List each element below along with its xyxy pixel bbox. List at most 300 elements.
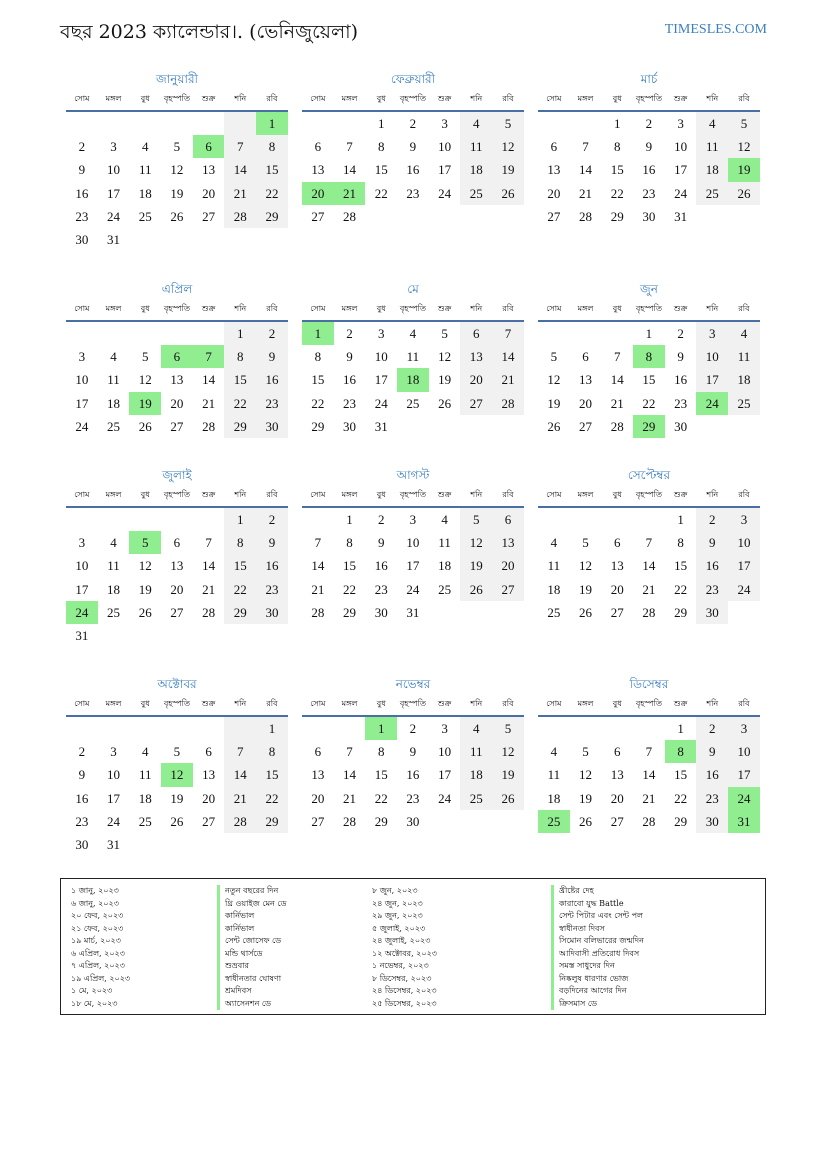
holiday-day-cell: 5 <box>129 531 161 554</box>
day-cell: 7 <box>224 135 256 158</box>
day-cell: 14 <box>343 162 357 178</box>
day-cell: 15 <box>374 162 388 178</box>
day-cell: 13 <box>170 558 184 574</box>
day-cell: 27 <box>202 208 216 224</box>
day-cell: 1 <box>677 512 684 527</box>
day-cell: 3 <box>78 349 86 365</box>
day-cell: 1 <box>677 721 684 736</box>
week-row <box>302 554 524 577</box>
weekday-header <box>66 298 288 322</box>
day-cell: 8 <box>224 345 256 368</box>
weekday-label: বুধ <box>140 303 150 313</box>
day-cell: 10 <box>75 558 89 574</box>
day-cell: 16 <box>75 185 89 201</box>
empty-day-cell <box>193 322 225 345</box>
day-cell: 29 <box>224 601 256 624</box>
day-cell: 28 <box>202 604 216 620</box>
day-cell: 15 <box>674 767 688 783</box>
weekday-label: বুধ <box>376 93 386 103</box>
day-cell: 4 <box>728 322 760 345</box>
day-cell: 1 <box>256 717 288 740</box>
legend-date: ২১ ফেব, ২০২৩ <box>71 923 124 933</box>
legend-dates-column-1 <box>71 885 130 1010</box>
day-cell: 5 <box>582 535 589 551</box>
day-cell: 24 <box>438 790 452 806</box>
day-cell: 24 <box>438 185 452 201</box>
day-cell: 14 <box>311 558 325 574</box>
day-cell: 30 <box>256 415 288 438</box>
weekday-label: বৃহস্পতি <box>399 698 426 708</box>
weekday-label: সোম <box>546 698 562 708</box>
day-cell: 11 <box>138 162 152 178</box>
day-cell: 11 <box>728 345 760 368</box>
empty-day-cell <box>302 112 334 135</box>
empty-day-cell <box>129 717 161 740</box>
day-cell: 5 <box>141 349 149 365</box>
day-cell: 4 <box>409 326 417 341</box>
day-cell: 11 <box>547 558 561 574</box>
empty-day-cell <box>460 205 492 228</box>
week-row <box>66 415 288 438</box>
day-cell: 27 <box>170 418 184 434</box>
day-cell: 29 <box>343 604 357 620</box>
day-cell: 17 <box>438 162 452 178</box>
day-cell: 29 <box>256 810 288 833</box>
day-cell: 17 <box>75 395 89 411</box>
day-cell: 9 <box>78 162 86 178</box>
weekday-label: শুক্র <box>673 303 688 313</box>
day-cell: 18 <box>107 395 121 411</box>
day-cell: 27 <box>492 578 524 601</box>
day-cell: 20 <box>170 581 184 597</box>
day-cell: 21 <box>343 790 357 806</box>
week-row <box>66 810 288 833</box>
month-name: ফেব্রুয়ারী <box>390 72 436 86</box>
weekday-header <box>538 298 760 322</box>
legend-holiday-name: স্বাধীনতা দিবস <box>551 923 644 936</box>
day-cell: 28 <box>224 810 256 833</box>
day-cell: 31 <box>674 208 688 224</box>
legend-date: ২৯ জুন, ২০২৩ <box>372 911 423 920</box>
weekday-label: রবি <box>266 489 278 499</box>
day-cell: 1 <box>613 116 621 131</box>
week-row <box>302 717 524 740</box>
legend-date: ৭ এপ্রিল, ২০২৩ <box>71 961 125 970</box>
day-cell: 2 <box>409 721 417 736</box>
day-cell: 6 <box>492 508 524 531</box>
week-row <box>538 554 760 577</box>
day-cell: 27 <box>610 813 624 829</box>
empty-day-cell <box>129 322 161 345</box>
day-cell: 12 <box>460 531 492 554</box>
empty-day-cell <box>460 810 492 833</box>
empty-day-cell <box>728 415 760 438</box>
day-cell: 4 <box>141 744 149 760</box>
month-name: অক্টোবর <box>157 677 197 691</box>
empty-day-cell <box>129 508 161 531</box>
legend-holiday-name: কার্নিভাল <box>217 923 286 936</box>
day-cell: 17 <box>728 554 760 577</box>
day-cell: 26 <box>728 182 760 205</box>
legend-holiday-name: অ্যাসেনশন ডে <box>217 998 286 1011</box>
holiday-day-cell: 6 <box>193 135 225 158</box>
legend-date: ২০ ফেব, ২০২৩ <box>71 911 124 920</box>
legend-holiday-name: থ্রি ওয়াইজ মেন ডে <box>217 898 286 911</box>
day-cell: 30 <box>75 836 89 852</box>
day-cell: 7 <box>346 744 353 760</box>
day-cell: 7 <box>314 535 322 551</box>
empty-day-cell <box>66 112 98 135</box>
weekday-label: শনি <box>706 698 719 708</box>
weekday-label: শুক্র <box>437 698 452 708</box>
legend-date: ১৯ মার্চ, ২০২৩ <box>71 936 121 945</box>
day-cell: 3 <box>409 512 417 527</box>
day-cell: 22 <box>674 581 688 597</box>
holiday-day-cell: 24 <box>696 392 728 415</box>
day-cell: 10 <box>75 372 89 388</box>
day-cell: 20 <box>460 368 492 391</box>
legend-date: ২৪ জুলাই, ২০২৩ <box>372 936 431 945</box>
day-cell: 23 <box>256 578 288 601</box>
day-cell: 2 <box>645 116 653 131</box>
day-cell: 12 <box>579 767 593 783</box>
day-cell: 7 <box>645 744 653 760</box>
day-cell: 14 <box>610 372 624 388</box>
day-cell: 23 <box>406 790 420 806</box>
week-row <box>66 624 288 647</box>
weekday-label: শুক্র <box>201 303 216 313</box>
day-cell: 30 <box>696 601 728 624</box>
day-cell: 30 <box>674 418 688 434</box>
empty-day-cell <box>193 112 225 135</box>
holiday-day-cell: 1 <box>365 717 397 740</box>
day-cell: 4 <box>696 112 728 135</box>
day-cell: 2 <box>409 116 417 131</box>
day-cell: 7 <box>346 139 353 155</box>
day-cell: 20 <box>492 554 524 577</box>
legend-date: ১৮ মে, ২০২৩ <box>71 998 118 1008</box>
day-cell: 23 <box>674 395 688 411</box>
week-row <box>538 322 760 345</box>
day-cell: 13 <box>492 531 524 554</box>
empty-day-cell <box>66 717 98 740</box>
day-cell: 1 <box>224 322 256 345</box>
empty-day-cell <box>429 601 461 624</box>
month-block <box>538 280 760 438</box>
day-cell: 13 <box>311 767 325 783</box>
holiday-day-cell: 8 <box>633 345 665 368</box>
day-cell: 15 <box>674 558 688 574</box>
day-cell: 15 <box>374 767 388 783</box>
weekday-label: বুধ <box>376 303 386 313</box>
legend-date: ১ মে, ২০২৩ <box>71 986 113 995</box>
week-row <box>66 345 288 368</box>
week-row <box>538 158 760 181</box>
empty-day-cell <box>98 624 130 647</box>
day-cell: 29 <box>674 813 688 829</box>
weekday-label: বুধ <box>376 489 386 499</box>
day-cell: 11 <box>438 535 451 551</box>
empty-day-cell <box>98 322 130 345</box>
weekday-label: শুক্র <box>201 93 216 103</box>
empty-day-cell <box>397 415 429 438</box>
holiday-day-cell: 19 <box>129 392 161 415</box>
legend-holiday-name: মন্ডি থার্সডে <box>217 948 286 961</box>
day-cell: 14 <box>202 372 216 388</box>
weekday-label: বৃহস্পতি <box>399 489 426 499</box>
week-row <box>538 531 760 554</box>
weekday-label: বৃহস্পতি <box>635 303 662 313</box>
day-cell: 10 <box>107 767 121 783</box>
day-cell: 30 <box>696 810 728 833</box>
day-cell: 6 <box>173 535 181 551</box>
day-cell: 23 <box>343 395 357 411</box>
empty-day-cell <box>601 508 633 531</box>
day-cell: 23 <box>696 787 728 810</box>
week-row <box>66 740 288 763</box>
day-cell: 26 <box>492 182 524 205</box>
day-cell: 15 <box>642 372 656 388</box>
week-row <box>538 368 760 391</box>
weekday-label: শনি <box>706 303 719 313</box>
day-cell: 16 <box>75 790 89 806</box>
legend-holiday-name: কারাবো যুদ্ধ Battle <box>551 898 644 911</box>
month-name: জুন <box>640 282 658 296</box>
week-row <box>302 415 524 438</box>
day-cell: 9 <box>256 531 288 554</box>
day-cell: 13 <box>610 558 624 574</box>
week-row <box>538 135 760 158</box>
weekday-label: সোম <box>310 93 326 103</box>
week-row <box>302 182 524 205</box>
day-cell: 25 <box>547 604 561 620</box>
day-cell: 24 <box>674 185 688 201</box>
empty-day-cell <box>161 717 193 740</box>
day-cell: 23 <box>374 581 388 597</box>
day-cell: 5 <box>728 112 760 135</box>
day-cell: 14 <box>202 558 216 574</box>
day-cell: 3 <box>377 326 385 341</box>
day-cell: 4 <box>441 512 448 527</box>
legend-holiday-name: সমস্ত সাধুদের দিন <box>551 960 644 973</box>
weekday-label: রবি <box>502 303 514 313</box>
empty-day-cell <box>538 717 570 740</box>
day-cell: 15 <box>343 558 357 574</box>
empty-day-cell <box>460 415 492 438</box>
week-row <box>66 787 288 810</box>
day-cell: 19 <box>579 790 593 806</box>
day-cell: 4 <box>141 139 149 155</box>
day-cell: 11 <box>107 372 120 388</box>
day-cell: 29 <box>610 208 624 224</box>
empty-day-cell <box>224 112 256 135</box>
day-cell: 25 <box>460 182 492 205</box>
empty-day-cell <box>570 112 602 135</box>
week-row <box>302 368 524 391</box>
weekday-label: শনি <box>470 93 483 103</box>
day-cell: 16 <box>343 372 357 388</box>
day-cell: 30 <box>343 418 357 434</box>
weekday-label: বৃহস্পতি <box>635 489 662 499</box>
month-name: এপ্রিল <box>161 282 193 296</box>
day-cell: 6 <box>613 744 621 760</box>
day-cell: 7 <box>613 349 621 365</box>
empty-day-cell <box>161 624 193 647</box>
site-link[interactable]: TIMESLES.COM <box>664 22 767 37</box>
holiday-day-cell: 6 <box>161 345 193 368</box>
legend-date: ৮ ডিসেম্বর, ২০২৩ <box>372 973 432 983</box>
week-row <box>538 392 760 415</box>
day-cell: 18 <box>138 790 152 806</box>
day-cell: 21 <box>202 581 216 597</box>
day-cell: 5 <box>173 744 181 760</box>
weekday-label: শুক্র <box>437 303 452 313</box>
day-cell: 23 <box>696 578 728 601</box>
week-row <box>66 578 288 601</box>
day-cell: 21 <box>224 787 256 810</box>
weekday-label: বুধ <box>612 93 622 103</box>
legend-holiday-name: শ্রমদিবস <box>217 985 286 998</box>
week-row <box>66 392 288 415</box>
day-cell: 7 <box>224 740 256 763</box>
weekday-label: শুক্র <box>673 698 688 708</box>
day-cell: 1 <box>645 326 653 341</box>
week-row <box>66 368 288 391</box>
day-cell: 26 <box>138 604 152 620</box>
weekday-label: রবি <box>738 489 750 499</box>
day-cell: 3 <box>78 535 86 551</box>
day-cell: 31 <box>75 627 89 643</box>
day-cell: 18 <box>460 763 492 786</box>
empty-day-cell <box>161 508 193 531</box>
day-cell: 2 <box>256 508 288 531</box>
empty-day-cell <box>256 624 288 647</box>
day-cell: 14 <box>343 767 357 783</box>
day-cell: 20 <box>202 790 216 806</box>
legend-holiday-name: বড়দিনের আগের দিন <box>551 985 644 998</box>
month-name: জানুয়ারী <box>156 72 198 86</box>
day-cell: 8 <box>256 740 288 763</box>
day-cell: 31 <box>107 836 121 852</box>
weekday-header <box>66 88 288 112</box>
day-cell: 18 <box>547 790 561 806</box>
day-cell: 19 <box>492 763 524 786</box>
day-cell: 12 <box>138 372 152 388</box>
day-cell: 20 <box>610 790 624 806</box>
week-row <box>538 205 760 228</box>
legend-holiday-name: নতুন বছরের দিন <box>217 885 286 898</box>
weekday-label: সোম <box>310 489 326 499</box>
day-cell: 24 <box>374 395 388 411</box>
day-cell: 9 <box>78 767 86 783</box>
weekday-label: শনি <box>234 698 247 708</box>
day-cell: 30 <box>374 604 388 620</box>
day-cell: 20 <box>311 790 325 806</box>
weekday-header <box>302 88 524 112</box>
legend-names-column-2 <box>551 885 644 1010</box>
legend-holiday-name: খ্রীষ্টের দেহ <box>551 885 644 898</box>
month-name: আগস্ট <box>396 468 430 482</box>
week-row <box>538 182 760 205</box>
legend-holiday-name: সিমোন বলিভারের জন্মদিন <box>551 935 644 948</box>
day-cell: 16 <box>406 162 420 178</box>
day-cell: 15 <box>610 162 624 178</box>
week-row <box>66 205 288 228</box>
weekday-label: শুক্র <box>201 489 216 499</box>
day-cell: 15 <box>224 368 256 391</box>
empty-day-cell <box>224 624 256 647</box>
day-cell: 10 <box>406 535 420 551</box>
month-block <box>66 70 288 251</box>
day-cell: 9 <box>256 345 288 368</box>
empty-day-cell <box>570 322 602 345</box>
empty-day-cell <box>492 415 524 438</box>
day-cell: 23 <box>256 392 288 415</box>
legend-date: ১৯ এপ্রিল, ২০২৩ <box>71 973 131 983</box>
empty-day-cell <box>193 833 225 856</box>
day-cell: 6 <box>314 139 322 155</box>
day-cell: 12 <box>138 558 152 574</box>
day-cell: 13 <box>170 372 184 388</box>
day-cell: 8 <box>224 531 256 554</box>
weekday-label: মঙ্গল <box>341 489 358 499</box>
day-cell: 26 <box>170 208 184 224</box>
day-cell: 24 <box>75 418 89 434</box>
weekday-label: শনি <box>470 303 483 313</box>
day-cell: 8 <box>346 535 353 551</box>
weekday-label: শুক্র <box>437 489 452 499</box>
day-cell: 25 <box>460 787 492 810</box>
day-cell: 22 <box>224 578 256 601</box>
week-row <box>302 787 524 810</box>
month-block <box>302 280 524 438</box>
week-row <box>66 112 288 135</box>
day-cell: 10 <box>728 740 760 763</box>
legend-holiday-name: সেন্ট জোসেফ ডে <box>217 935 286 948</box>
week-row <box>538 508 760 531</box>
day-cell: 28 <box>492 392 524 415</box>
week-row <box>66 763 288 786</box>
month-name: ডিসেম্বর <box>629 677 669 691</box>
day-cell: 10 <box>728 531 760 554</box>
legend-date: ৬ এপ্রিল, ২০২৩ <box>71 948 125 958</box>
day-cell: 5 <box>550 349 558 365</box>
empty-day-cell <box>161 112 193 135</box>
empty-day-cell <box>334 112 366 135</box>
week-row <box>66 182 288 205</box>
empty-day-cell <box>633 508 665 531</box>
day-cell: 27 <box>547 208 561 224</box>
day-cell: 14 <box>224 763 256 786</box>
day-cell: 21 <box>642 790 656 806</box>
day-cell: 5 <box>173 139 181 155</box>
empty-day-cell <box>538 508 570 531</box>
day-cell: 11 <box>460 135 492 158</box>
day-cell: 31 <box>374 418 388 434</box>
day-cell: 29 <box>256 205 288 228</box>
day-cell: 9 <box>645 139 653 155</box>
weekday-label: মঙ্গল <box>341 303 358 313</box>
day-cell: 18 <box>547 581 561 597</box>
day-cell: 8 <box>613 139 621 155</box>
day-cell: 26 <box>138 418 152 434</box>
day-cell: 29 <box>374 813 388 829</box>
empty-day-cell <box>429 415 461 438</box>
week-row <box>538 717 760 740</box>
day-cell: 4 <box>550 535 558 551</box>
day-cell: 23 <box>75 208 89 224</box>
weekday-label: মঙ্গল <box>105 93 122 103</box>
